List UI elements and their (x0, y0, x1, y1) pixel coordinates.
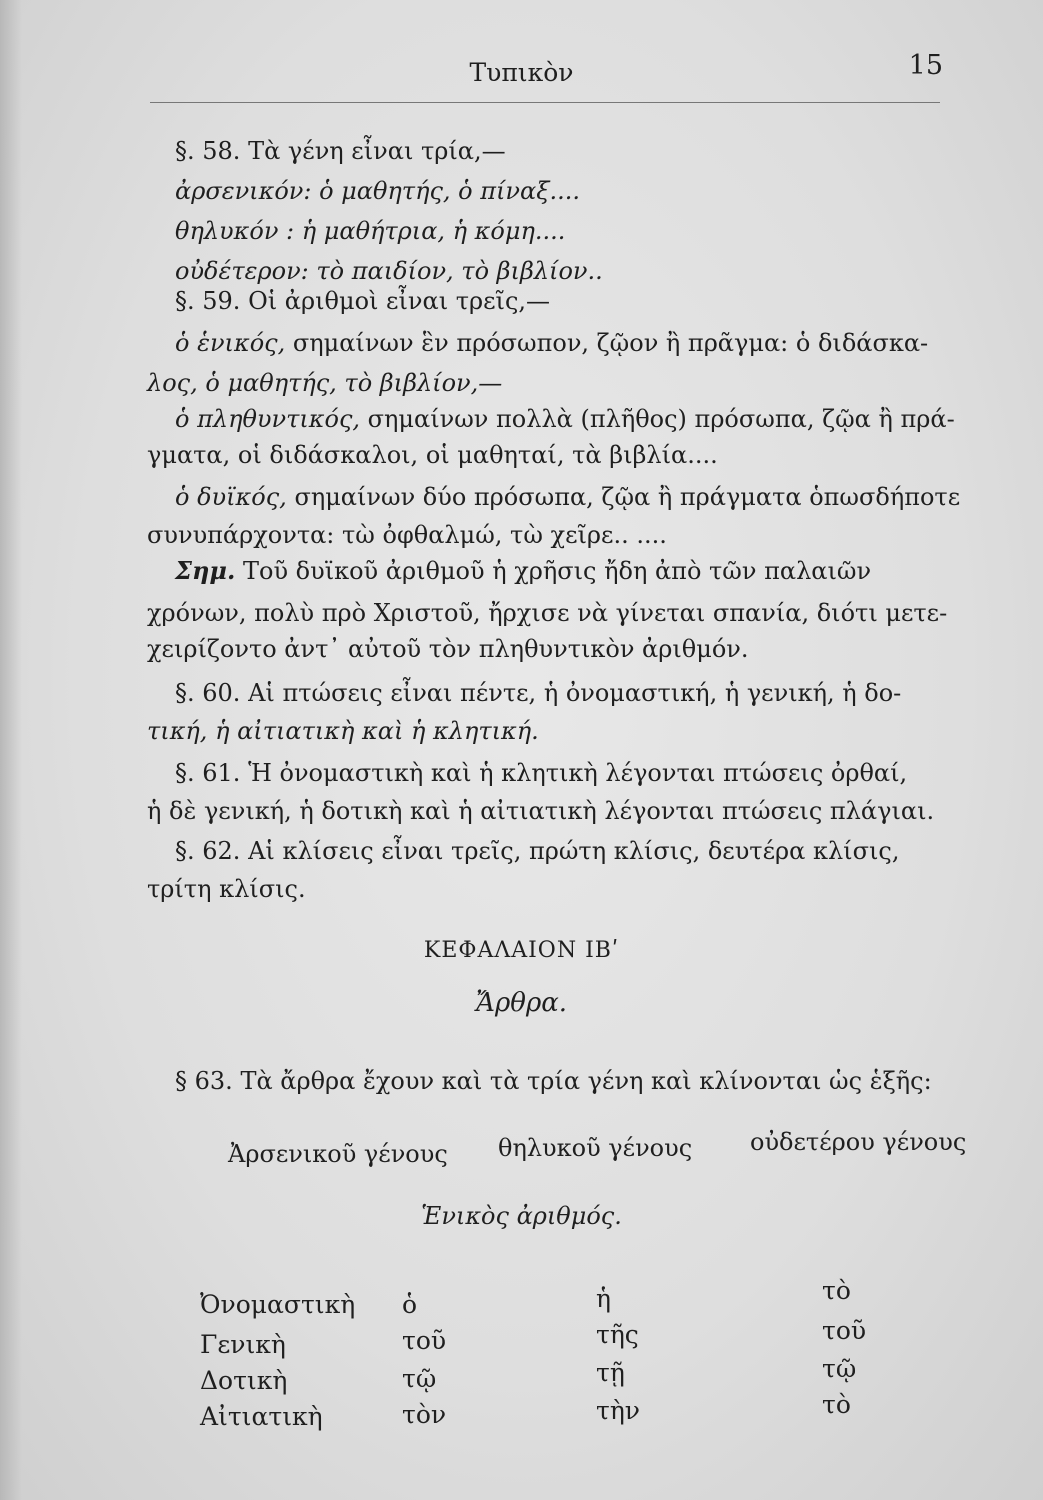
paragraph-60-continuation: τική, ἡ αἰτιατικὴ καὶ ἡ κλητική. (147, 717, 539, 745)
header-rule (150, 102, 940, 103)
chapter-heading: ΚΕΦΑΛΑΙΟΝ ΙΒʹ (423, 938, 620, 963)
section-title: Ἄρθρα. (475, 988, 568, 1018)
page-edge-shadow (0, 0, 22, 1500)
table-cell: τὸν (402, 1400, 447, 1429)
paragraph-62-continuation: τρίτη κλίσις. (147, 875, 306, 903)
table-cell: τῇ (596, 1358, 625, 1387)
table-cell: ἡ (596, 1284, 611, 1313)
table-cell: τῷ (402, 1364, 437, 1393)
table-cell: τὸ (822, 1390, 851, 1419)
page-number: 15 (908, 50, 943, 81)
table-cell: ὁ (402, 1290, 418, 1319)
table-cell: τοῦ (402, 1326, 447, 1355)
table-row-label: Δοτικὴ (200, 1366, 288, 1395)
paragraph-58-line: §. 58. Τὰ γένη εἶναι τρία,— (175, 137, 506, 165)
plural-line: ὁ πληθυντικός, σημαίνων πολλὰ (πλῆθος) πρόσωπα, ζῷα ἢ πρά- (175, 405, 955, 433)
paragraph-59-line: §. 59. Οἱ ἀριθμοὶ εἶναι τρεῖς,— (175, 287, 551, 315)
dual-line: ὁ δυϊκός, σημαίνων δύο πρόσωπα, ζῷα ἢ πράγματα ὁπωσδήποτε (175, 483, 961, 511)
table-row-label: Αἰτιατικὴ (200, 1402, 323, 1431)
singular-continuation: λος, ὁ μαθητής, τὸ βιβλίον,— (147, 369, 503, 397)
table-subheading: Ἑνικὸς ἀριθμός. (421, 1202, 622, 1230)
paragraph-63-line: § 63. Τὰ ἄρθρα ἔχουν καὶ τὰ τρία γένη καὶ κλίνονται ὡς ἑξῆς: (175, 1067, 932, 1095)
column-header-masculine: Ἀρσενικοῦ γένους (228, 1140, 448, 1168)
gender-feminine-line: θηλυκόν : ἡ μαθήτρια, ἡ κόμη.... (175, 217, 566, 245)
note-continuation-2: χειρίζοντο ἀντ᾽ αὐτοῦ τὸν πληθυντικὸν ἀριθμόν. (147, 635, 749, 663)
paragraph-61-line: §. 61. Ἡ ὀνομαστικὴ καὶ ἡ κλητικὴ λέγονται πτώσεις ὀρθαί, (175, 759, 908, 787)
paragraph-62-line: §. 62. Αἱ κλίσεις εἶναι τρεῖς, πρώτη κλίσις, δευτέρα κλίσις, (175, 837, 900, 865)
note-continuation-1: χρόνων, πολὺ πρὸ Χριστοῦ, ἤρχισε νὰ γίνεται σπανία, διότι μετε- (147, 599, 948, 627)
gender-neuter-line: οὐδέτερον: τὸ παιδίον, τὸ βιβλίον.. (175, 257, 603, 285)
table-cell: τῆς (596, 1320, 639, 1349)
table-cell: τῷ (822, 1354, 857, 1383)
table-cell: τὴν (596, 1396, 641, 1425)
dual-continuation: συνυπάρχοντα: τὼ ὀφθαλμώ, τὼ χεῖρε.. .... (147, 521, 667, 549)
table-cell: τὸ (822, 1276, 851, 1305)
note-line: Σημ. Τοῦ δυϊκοῦ ἀριθμοῦ ἡ χρῆσις ἤδη ἀπὸ τῶν παλαιῶν (175, 556, 872, 585)
column-header-feminine: θηλυκοῦ γένους (498, 1134, 693, 1162)
running-header: Τυπικὸν (469, 58, 574, 87)
column-header-neuter: οὐδετέρου γένους (750, 1128, 967, 1156)
table-row-label: Ὀνομαστικὴ (200, 1290, 356, 1319)
gender-masculine-line: ἀρσενικόν: ὁ μαθητής, ὁ πίναξ.... (175, 177, 580, 205)
table-row-label: Γενικὴ (200, 1330, 286, 1359)
table-cell: τοῦ (822, 1316, 867, 1345)
paragraph-60-line: §. 60. Αἱ πτώσεις εἶναι πέντε, ἡ ὀνομαστική, ἡ γενική, ἡ δο- (175, 679, 902, 707)
paragraph-61-continuation: ἡ δὲ γενική, ἡ δοτικὴ καὶ ἡ αἰτιατικὴ λέγονται πτώσεις πλάγιαι. (147, 797, 935, 825)
singular-line: ὁ ἑνικός, σημαίνων ἓν πρόσωπον, ζῷον ἢ πρᾶγμα: ὁ διδάσκα- (175, 329, 929, 357)
plural-continuation: γματα, οἱ διδάσκαλοι, οἱ μαθηταί, τὰ βιβλία.... (147, 441, 718, 469)
